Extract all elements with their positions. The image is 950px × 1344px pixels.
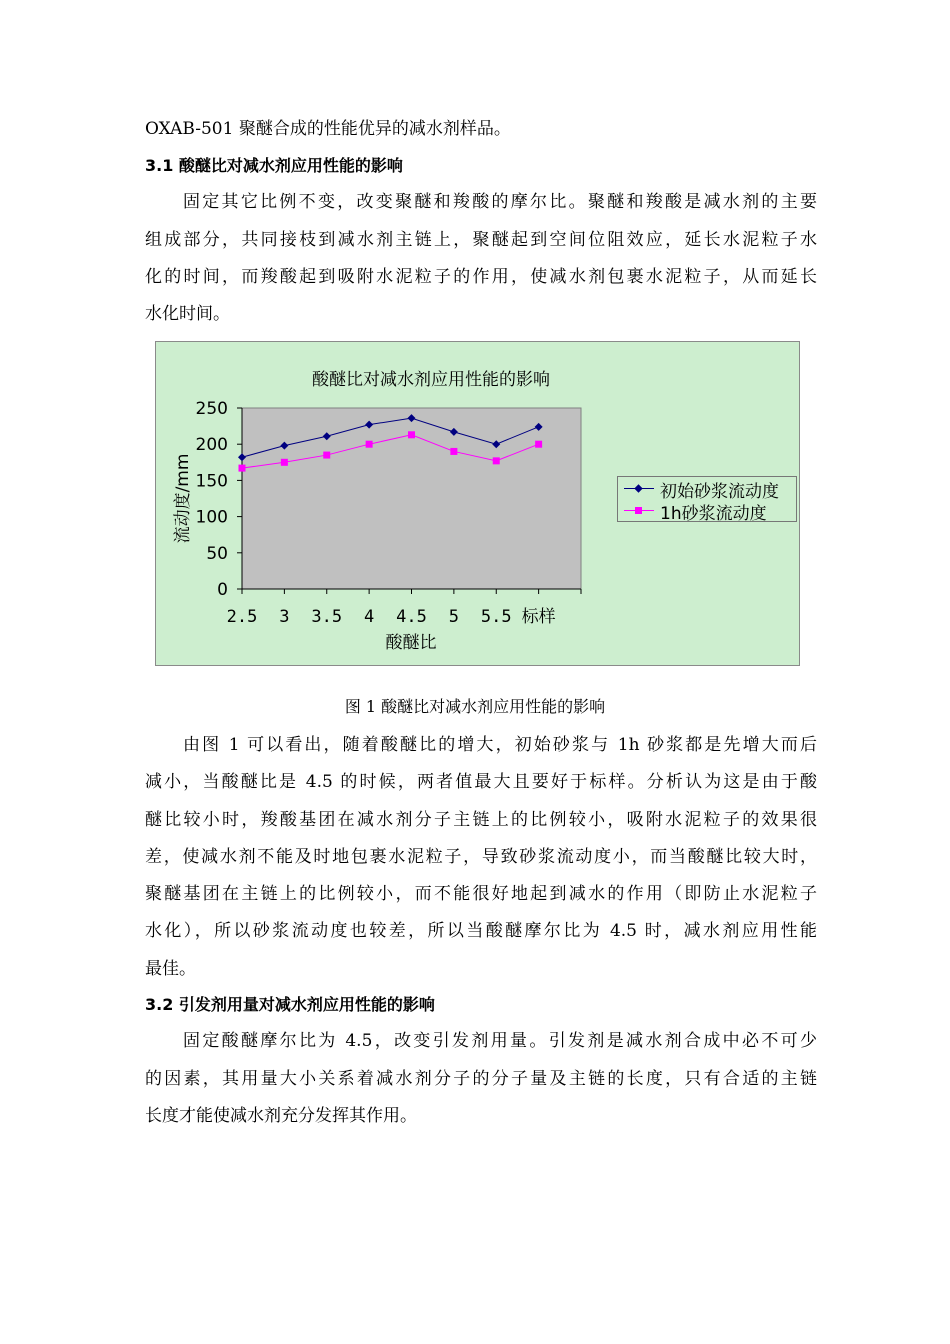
x-tick-label: 3: [279, 607, 290, 627]
paragraph-line: 固定酸醚摩尔比为 4.5，改变引发剂用量。引发剂是减水剂合成中必不可少: [183, 1031, 817, 1051]
data-point-square: [281, 459, 288, 466]
data-point-square: [239, 465, 246, 472]
paragraph-line: 固定其它比例不变，改变聚醚和羧酸的摩尔比。聚醚和羧酸是减水剂的主要: [183, 192, 817, 212]
paragraph-line: 由图 1 可以看出，随着酸醚比的增大，初始砂浆与 1h 砂浆都是先增大而后: [183, 735, 817, 755]
paragraph-line: 长度才能使减水剂充分发挥其作用。: [145, 1106, 417, 1126]
y-tick-label: 250: [195, 399, 228, 419]
legend-swatch-diamond: [624, 483, 654, 495]
paragraph-line: OXAB-501 聚醚合成的性能优异的减水剂样品。: [145, 119, 511, 139]
chart-legend: [617, 476, 797, 522]
y-tick-label: 100: [195, 507, 228, 528]
paragraph-line: 的因素，其用量大小关系着减水剂分子的分子量及主链的长度，只有合适的主链: [145, 1069, 817, 1089]
figure-caption: 图 1 酸醚比对减水剂应用性能的影响: [344, 697, 606, 716]
data-point-square: [450, 448, 457, 455]
paragraph-line: 组成部分，共同接枝到减水剂主链上，聚醚起到空间位阻效应，延长水泥粒子水: [145, 230, 817, 250]
chart-title: 酸醚比对减水剂应用性能的影响: [312, 370, 550, 390]
x-tick-label: 2.5: [226, 607, 258, 627]
y-tick-label: 200: [195, 435, 228, 456]
data-point-square: [408, 431, 415, 438]
y-tick-label: 50: [206, 543, 228, 564]
legend-item-1h: [624, 500, 767, 522]
data-point-square: [323, 452, 330, 459]
paragraph-line: 水化），所以砂浆流动度也较差，所以当酸醚摩尔比为 4.5 时，减水剂应用性能: [145, 921, 817, 941]
x-tick-label: 4.5: [396, 607, 427, 627]
y-tick-label: 150: [195, 471, 228, 492]
x-tick-label: 5.5: [480, 607, 512, 627]
legend-label: 初始砂浆流动度: [660, 481, 779, 502]
data-point-square: [493, 457, 500, 464]
paragraph-line: 减小，当酸醚比是 4.5 的时候，两者值最大且要好于标样。分析认为这是由于酸: [145, 772, 817, 792]
data-point-square: [366, 441, 373, 448]
section-heading-3-1: 3.1 酸醚比对减水剂应用性能的影响: [145, 156, 403, 175]
paragraph-line: 醚比较小时，羧酸基团在减水剂分子主链上的比例较小，吸附水泥粒子的效果很: [145, 810, 817, 830]
x-tick-label: 3.5: [311, 607, 343, 627]
x-tick-label: 4: [364, 607, 375, 627]
paragraph-line: 最佳。: [145, 959, 196, 979]
paragraph-line: 聚醚基团在主链上的比例较小，而不能很好地起到减水的作用（即防止水泥粒子: [145, 884, 817, 904]
x-tick-label: 标样: [521, 607, 556, 627]
x-tick-label: 5: [448, 607, 459, 627]
y-axis-label: 流动度/mm: [173, 453, 193, 544]
legend-label: 1h砂浆流动度: [660, 503, 767, 524]
paragraph-line: 水化时间。: [145, 304, 230, 324]
paragraph-line: 差，使减水剂不能及时地包裹水泥粒子，导致砂浆流动度小，而当酸醚比较大时，: [145, 847, 817, 867]
paragraph-line: 化的时间，而羧酸起到吸附水泥粒子的作用，使减水剂包裹水泥粒子，从而延长: [145, 267, 817, 287]
legend-swatch-square: [624, 505, 654, 517]
legend-item-initial: [624, 478, 779, 500]
section-heading-3-2: 3.2 引发剂用量对减水剂应用性能的影响: [145, 995, 435, 1014]
data-point-square: [535, 441, 542, 448]
y-tick-label: 0: [217, 580, 228, 600]
x-axis-label: 酸醚比: [385, 633, 437, 653]
